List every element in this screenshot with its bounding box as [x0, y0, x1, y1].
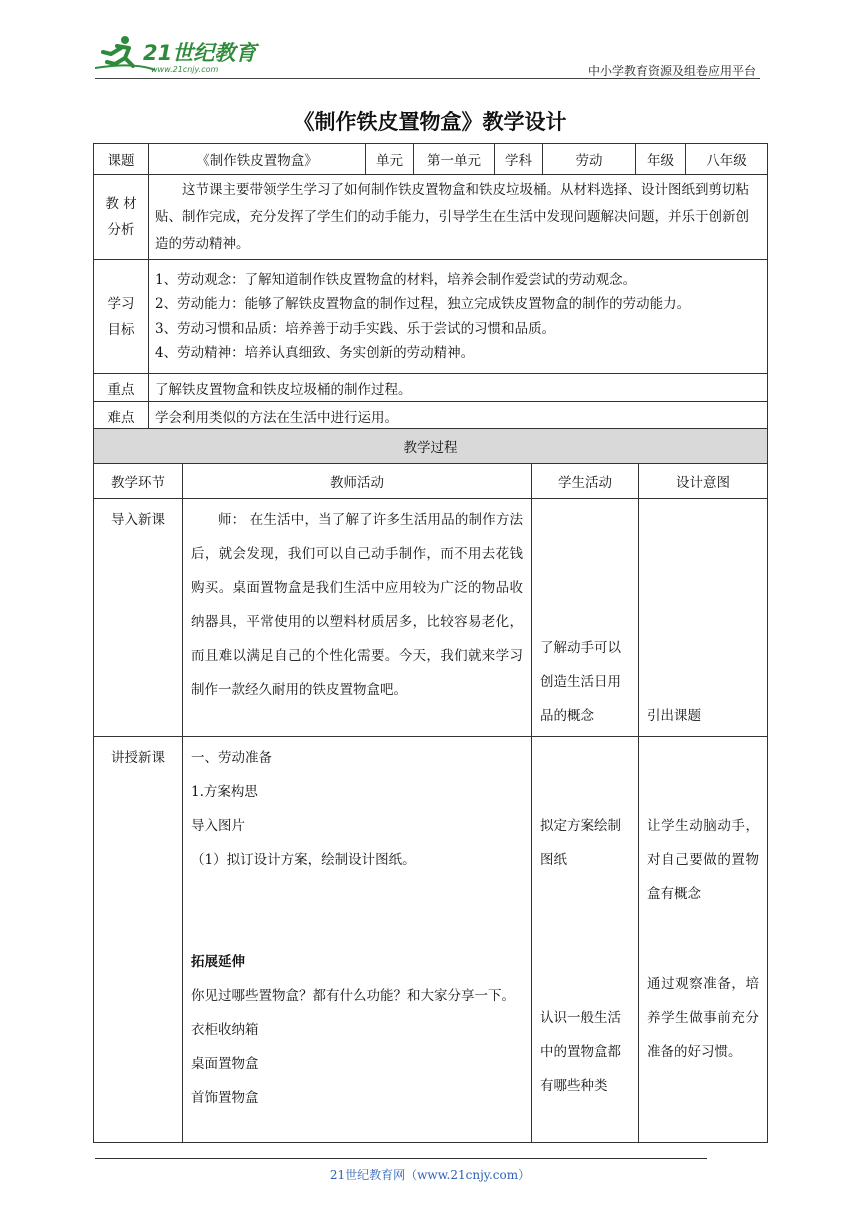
intro-intent: 引出课题 — [639, 499, 768, 737]
topic-value: 《制作铁皮置物盒》 — [149, 144, 366, 175]
unit-value: 第一单元 — [414, 144, 495, 175]
teach-student — [532, 737, 639, 1143]
goal-item: 4、劳动精神：培养认真细致、务实创新的劳动精神。 — [155, 345, 475, 361]
key-text: 了解铁皮置物盒和铁皮垃圾桶的制作过程。 — [149, 374, 768, 402]
teacher-line: （1）拟订设计方案，绘制设计图纸。 — [191, 852, 416, 868]
header-divider — [95, 78, 760, 79]
difficulty-label: 难点 — [94, 402, 149, 430]
goal-item: 2、劳动能力：能够了解铁皮置物盒的制作过程，独立完成铁皮置物盒的制作的劳动能力。 — [155, 296, 691, 312]
analysis-label: 教 材 分析 — [94, 175, 149, 260]
teach-intent — [639, 737, 768, 1143]
student-activity-2: 认识一般生活中的置物盒都有哪些种类 — [540, 1010, 621, 1094]
intent-1: 让学生动脑动手，对自己要做的置物盒有概念 — [647, 818, 759, 902]
extend-title: 拓展延伸 — [191, 954, 245, 970]
unit-label: 单元 — [366, 144, 414, 175]
analysis-text: 这节课主要带领学生学习了如何制作铁皮置物盒和铁皮垃圾桶。从材料选择、设计图纸到剪切粘贴、制作完成，充分发挥了学生们的动手能力，引导学生在生活中发现问题解决问题，并乐于创新创造的劳动精神。 — [149, 175, 768, 260]
intro-student: 了解动手可以创造生活日用品的概念 — [532, 499, 639, 737]
page-header — [95, 28, 760, 80]
platform-name: 中小学教育资源及组卷应用平台 — [587, 64, 756, 78]
subject-value: 劳动 — [543, 144, 636, 175]
teacher-line: 1.方案构思 — [191, 784, 258, 800]
subject-label: 学科 — [495, 144, 543, 175]
extend-line: 首饰置物盒 — [191, 1090, 259, 1106]
logo — [95, 34, 275, 76]
grade-label: 年级 — [636, 144, 686, 175]
teach-stage: 讲授新课 — [94, 737, 183, 1143]
col-header-stage: 教学环节 — [94, 464, 183, 499]
process-title: 教学过程 — [94, 429, 768, 464]
extend-line: 你见过哪些置物盒？都有什么功能？和大家分享一下。 — [191, 988, 515, 1004]
goals-label: 学习 目标 — [94, 260, 149, 374]
key-label: 重点 — [94, 374, 149, 402]
document-title: 《制作铁皮置物盒》教学设计 — [293, 110, 567, 134]
goals-list — [149, 260, 768, 374]
goal-item: 3、劳动习惯和品质：培养善于动手实践、乐于尝试的习惯和品质。 — [155, 320, 556, 337]
extend-line: 衣柜收纳箱 — [191, 1022, 259, 1038]
info-table — [93, 143, 768, 430]
difficulty-text: 学会利用类似的方法在生活中进行运用。 — [149, 402, 768, 430]
teacher-line: 导入图片 — [191, 818, 245, 834]
grade-value: 八年级 — [686, 144, 768, 175]
intent-2: 通过观察准备，培养学生做事前充分准备的好习惯。 — [647, 976, 759, 1060]
topic-label: 课题 — [94, 144, 149, 175]
footer-divider — [95, 1158, 707, 1159]
teach-teacher — [183, 737, 532, 1143]
teacher-line: 一、劳动准备 — [191, 750, 272, 766]
extend-line: 桌面置物盒 — [191, 1056, 259, 1072]
logo-text: 21世纪教育 — [143, 41, 257, 65]
col-header-teacher: 教师活动 — [183, 464, 532, 499]
intro-stage: 导入新课 — [94, 499, 183, 737]
process-table — [93, 428, 768, 1143]
col-header-student: 学生活动 — [532, 464, 639, 499]
logo-url: www.21cnjy.com — [151, 65, 219, 74]
student-activity-1: 拟定方案绘制图纸 — [540, 818, 621, 868]
footer-link[interactable]: 21世纪教育网（www.21cnjy.com） — [329, 1168, 531, 1182]
intro-teacher: 师： 在生活中，当了解了许多生活用品的制作方法后，就会发现，我们可以自己动手制作，而不用去花钱购买。桌面置物盒是我们生活中应用较为广泛的物品收纳器具，平常使用的以塑料材质居多，比较容易老化，而且难以满足自己的个性化需要。今天，我们就来学习制作一款经久耐用的铁皮置物盒吧。 — [183, 499, 532, 737]
goal-item: 1、劳动观念：了解知道制作铁皮置物盒的材料，培养会制作爱尝试的劳动观念。 — [155, 271, 637, 288]
col-header-intent: 设计意图 — [639, 464, 768, 499]
